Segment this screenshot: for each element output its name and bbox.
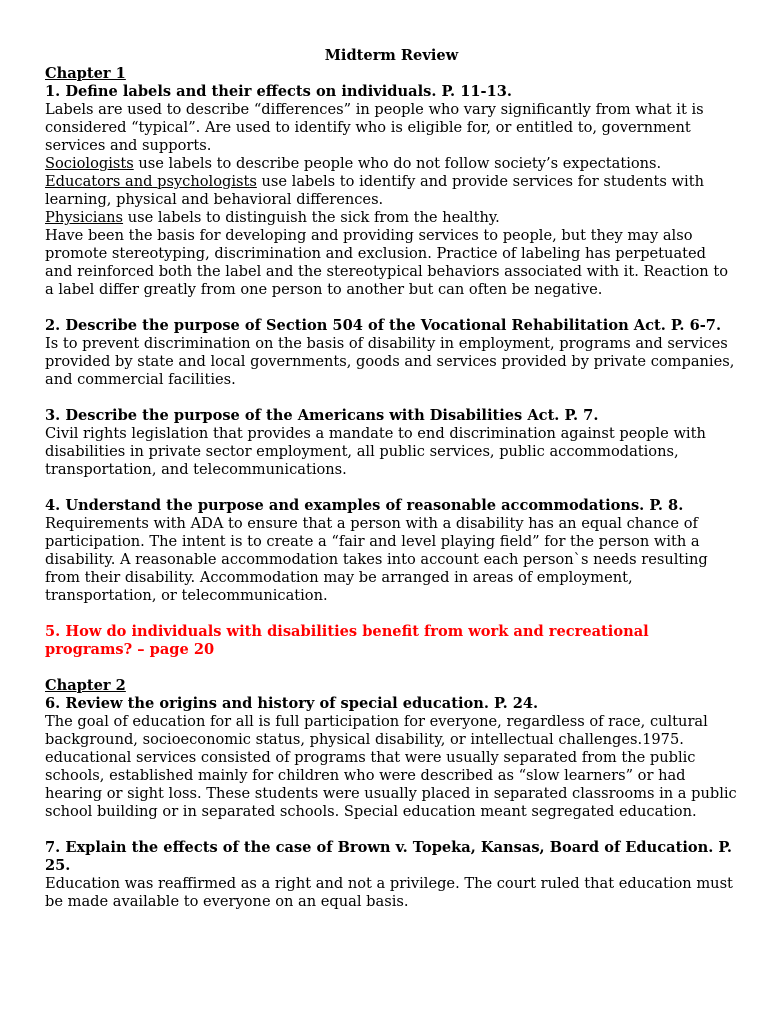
answer-1-closing: Have been the basis for developing and providing services to people, but they may also promote stereotyping, discrimination and exclusion. Practice of labeling has perpetuated and reinforced both the label and the stereotypical behaviors associated with it. Reaction to a label differ greatly from one person to another but can often be negative. [45,227,728,298]
chapter-1-heading: Chapter 1 [45,65,126,82]
physicians-text: use labels to distinguish the sick from the healthy. [123,209,500,226]
question-7: 7. Explain the effects of the case of Brown v. Topeka, Kansas, Board of Education. P. 25. [45,839,733,874]
answer-4: Requirements with ADA to ensure that a person with a disability has an equal chance of participation. The intent is to create a “fair and level playing field” for the person with a disability. A reasonable accommodation takes into account each person`s needs resulting from their disability. Accommodation may be arranged in areas of employment, transportation, or telecommunication. [45,515,708,604]
question-3: 3. Describe the purpose of the Americans with Disabilities Act. P. 7. [45,407,599,424]
answer-6: The goal of education for all is full participation for everyone, regardless of race, cultural background, socioeconomic status, physical disability, or intellectual challenges.1975. educational services consisted of programs that were usually separated from the public schools, established mainly for children who were described as “slow learners” or had hearing or sight loss. These students were usually placed in separated classrooms in a public school building or in separated schools. Special education meant segregated education. [45,713,737,820]
question-4: 4. Understand the purpose and examples of reasonable accommodations. P. 8. [45,497,684,514]
spacer [45,605,738,623]
term-educators: Educators and psychologists [45,173,257,190]
answer-1-educators [45,173,738,209]
sociologists-text: use labels to describe people who do not follow society’s expectations. [133,155,662,172]
answer-7: Education was reaffirmed as a right and not a privilege. The court ruled that education must be made available to everyone on an equal basis. [45,875,733,910]
spacer [45,821,738,839]
answer-3: Civil rights legislation that provides a mandate to end discrimination against people with disabilities in private sector employment, all public services, public accommodations, transportation, and telecommunications. [45,425,706,478]
chapter-2-heading: Chapter 2 [45,677,126,694]
spacer [45,389,738,407]
spacer [45,299,738,317]
spacer [45,659,738,677]
term-sociologists: Sociologists [45,155,134,172]
term-physicians: Physicians [45,209,124,226]
answer-1-physicians [45,209,738,227]
question-2: 2. Describe the purpose of Section 504 of the Vocational Rehabilitation Act. P. 6-7. [45,317,722,334]
answer-1-sociologists [45,155,738,173]
question-5-highlighted: 5. How do individuals with disabilities benefit from work and recreational programs? – page 20 [45,623,649,658]
question-6: 6. Review the origins and history of special education. P. 24. [45,695,539,712]
answer-2: Is to prevent discrimination on the basis of disability in employment, programs and services provided by state and local governments, goods and services provided by private companies, and commercial facilities. [45,335,735,388]
document-title: Midterm Review [324,47,459,64]
spacer [45,479,738,497]
answer-1-intro: Labels are used to describe “differences” in people who vary significantly from what it is considered “typical”. Are used to identify who is eligible for, or entitled to, government services and supports. [45,101,704,154]
question-1: 1. Define labels and their effects on individuals. P. 11-13. [45,83,512,100]
educators-text: use labels to identify and provide services for students with learning, physical and behavioral differences. [45,173,704,208]
